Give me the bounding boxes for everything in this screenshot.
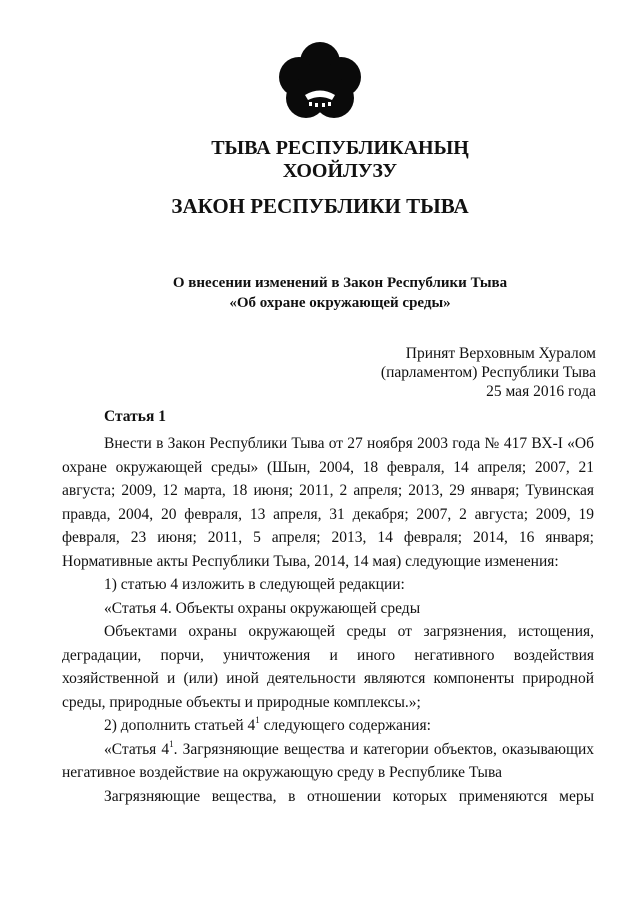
- item2-text: 2) дополнить статьей 4: [104, 717, 256, 734]
- tuvan-title-line2: ХООЙЛУЗУ: [282, 160, 398, 182]
- paragraph-line: правда, 2004, 20 февраля, 13 апреля, 31 декабря; 2007, 2 августа; 2009, 19: [62, 505, 594, 523]
- item2-text-suffix: следующего содержания:: [259, 717, 431, 734]
- law-title: ЗАКОН РЕСПУБЛИКИ ТЫВА: [171, 194, 469, 218]
- paragraph-line: февраля, 23 июня; 2011, 5 апреля; 2013, 14 февраля; 2014, 16 января;: [62, 529, 594, 546]
- item-2: [104, 714, 594, 738]
- adoption-note: [381, 344, 596, 401]
- tuva-emblem-icon: [278, 40, 362, 122]
- adoption-line2: (парламентом) Республики Тыва: [380, 364, 596, 381]
- paragraph-line: Нормативные акты Республики Тыва, 2014, 14 мая) следующие изменения:: [62, 552, 559, 570]
- article41-title: [104, 738, 594, 762]
- adoption-line1: Принят Верховным Хуралом: [405, 345, 596, 362]
- paragraph-line: деградации, порчи, уничтожения и иного негативного воздействия: [62, 646, 594, 664]
- paragraph-line: Загрязняющие вещества, в отношении которых применяются меры: [104, 787, 594, 805]
- paragraph-line: охране окружающей среды» (Шын, 2004, 18 февраля, 14 апреля; 2007, 21: [62, 458, 594, 476]
- paragraph-line: негативное воздействие на окружающую среду в Республике Тыва: [62, 764, 502, 781]
- tuvan-title-line1: ТЫВА РЕСПУБЛИКАНЫҢ: [211, 137, 469, 159]
- article41-line1: . Загрязняющие вещества и категории объектов, оказывающих: [173, 740, 594, 758]
- item-1: 1) статью 4 изложить в следующей редакции:: [104, 576, 405, 593]
- superscript: 1: [255, 715, 260, 725]
- paragraph-line: августа; 2009, 12 марта, 18 июня; 2011, 2 апреля; 2013, 29 января; Тувинская: [62, 482, 594, 499]
- article4-title: «Статья 4. Объекты охраны окружающей среды: [104, 599, 421, 617]
- article41-prefix: «Статья 4: [104, 740, 170, 758]
- adoption-date: 25 мая 2016 года: [486, 383, 596, 400]
- paragraph-line: Внести в Закон Республики Тыва от 27 ноября 2003 года № 417 ВХ-I «Об: [104, 435, 594, 452]
- paragraph-line: хозяйственной и (или) иной деятельности являются компоненты природной: [62, 670, 594, 687]
- article-body: [62, 432, 594, 808]
- paragraph-line: среды, природные объекты и природные комплексы.»;: [62, 693, 421, 711]
- subject-line2: «Об охране окружающей среды»: [229, 295, 451, 311]
- subject-line1: О внесении изменений в Закон Республики Тыва: [172, 275, 508, 291]
- law-subject: [0, 273, 640, 313]
- article-heading: Статья 1: [104, 408, 166, 425]
- superscript: 1: [169, 738, 174, 749]
- paragraph-line: Объектами охраны окружающей среды от загрязнения, истощения,: [104, 623, 594, 640]
